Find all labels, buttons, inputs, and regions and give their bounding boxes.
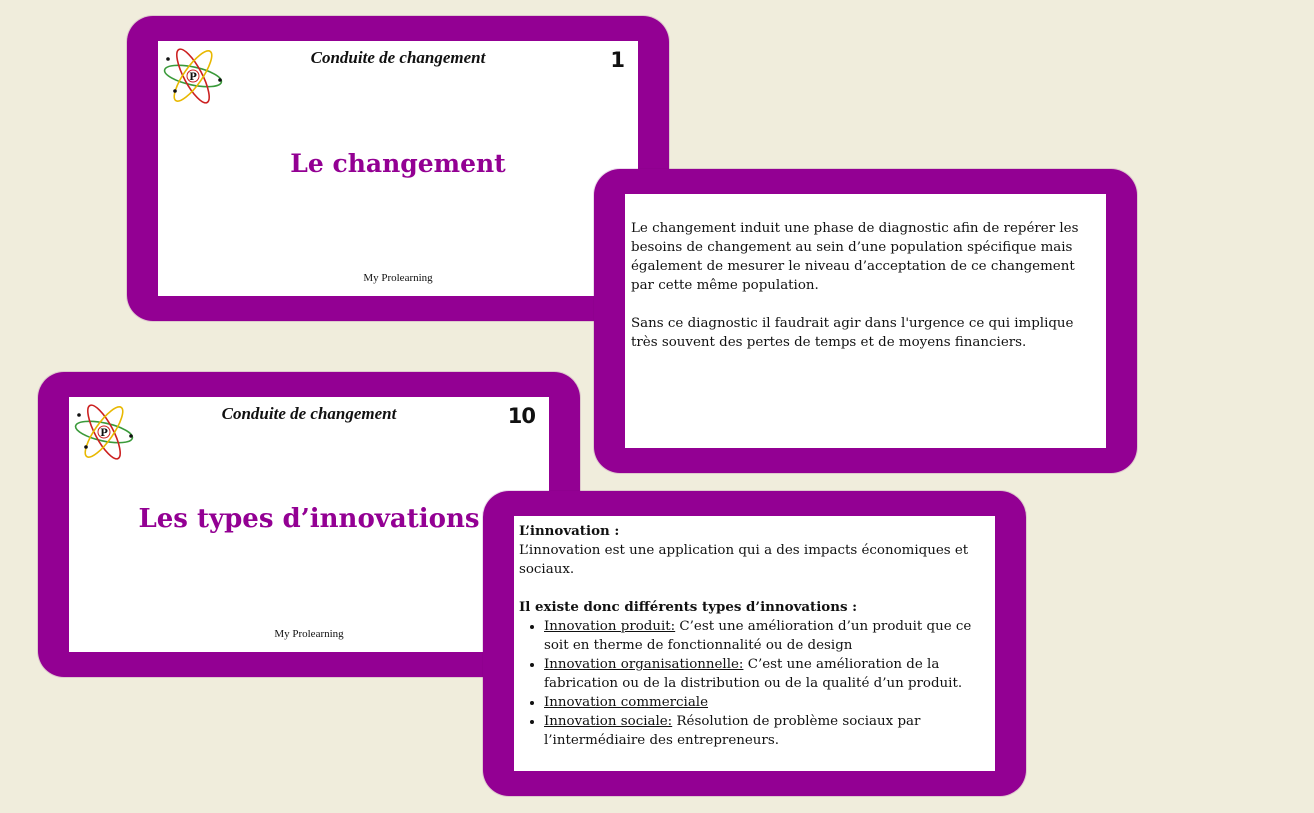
list-item bbox=[544, 712, 981, 750]
card-face bbox=[514, 516, 995, 771]
innovation-definition: L’innovation est une application qui a des impacts économiques et sociaux. bbox=[519, 543, 969, 577]
item-label: Innovation commerciale bbox=[544, 695, 709, 710]
list-item bbox=[544, 655, 981, 693]
card-title: Le changement bbox=[290, 149, 506, 178]
card-header: Conduite de changement bbox=[310, 48, 486, 67]
card-number: 1 bbox=[610, 48, 624, 72]
innovation-types-heading: Il existe donc différents types d’innovations : bbox=[519, 599, 858, 615]
card-number: 10 bbox=[507, 404, 535, 428]
flashcard-front-1[interactable] bbox=[127, 16, 669, 321]
urgency-paragraph: Sans ce diagnostic il faudrait agir dans l'urgence ce qui implique très souvent des pertes de temps et de moyens financiers. bbox=[631, 316, 1074, 350]
flashcard-back-10[interactable] bbox=[483, 491, 1026, 796]
list-item bbox=[544, 617, 981, 655]
card-footer: My Prolearning bbox=[274, 628, 344, 640]
card-back-content bbox=[519, 522, 981, 750]
logo-letter: P bbox=[100, 428, 108, 439]
item-label: Innovation produit: bbox=[544, 619, 676, 634]
item-text: C’est une amélioration de la fabrication ou de la distribution ou de la qualité d’un produit. bbox=[544, 657, 963, 691]
card-back-content bbox=[631, 219, 1092, 352]
item-label: Innovation organisationnelle: bbox=[544, 657, 744, 672]
card-title: Les types d’innovations bbox=[138, 504, 480, 534]
card-face bbox=[625, 194, 1106, 448]
card-face bbox=[69, 397, 549, 652]
item-text: C’est une amélioration d’un produit que ce soit en therme de fonctionnalité ou de design bbox=[544, 619, 972, 653]
flashcard-back-1[interactable] bbox=[594, 169, 1137, 473]
card-footer: My Prolearning bbox=[363, 272, 433, 284]
card-header: Conduite de changement bbox=[221, 404, 397, 423]
diagnostic-paragraph: Le changement induit une phase de diagnostic afin de repérer les besoins de changement au sein d’une population spécifique mais également de mesurer le niveau d’acceptation de ce changement par cette même population. bbox=[631, 221, 1079, 293]
item-text: Résolution de problème sociaux par l’intermédiaire des entrepreneurs. bbox=[544, 714, 921, 748]
innovation-heading: L’innovation : bbox=[519, 523, 620, 539]
item-label: Innovation sociale: bbox=[544, 714, 673, 729]
list-item bbox=[544, 693, 981, 712]
innovation-types-list bbox=[519, 617, 981, 750]
logo-letter: P bbox=[189, 72, 197, 83]
card-face bbox=[158, 41, 638, 296]
